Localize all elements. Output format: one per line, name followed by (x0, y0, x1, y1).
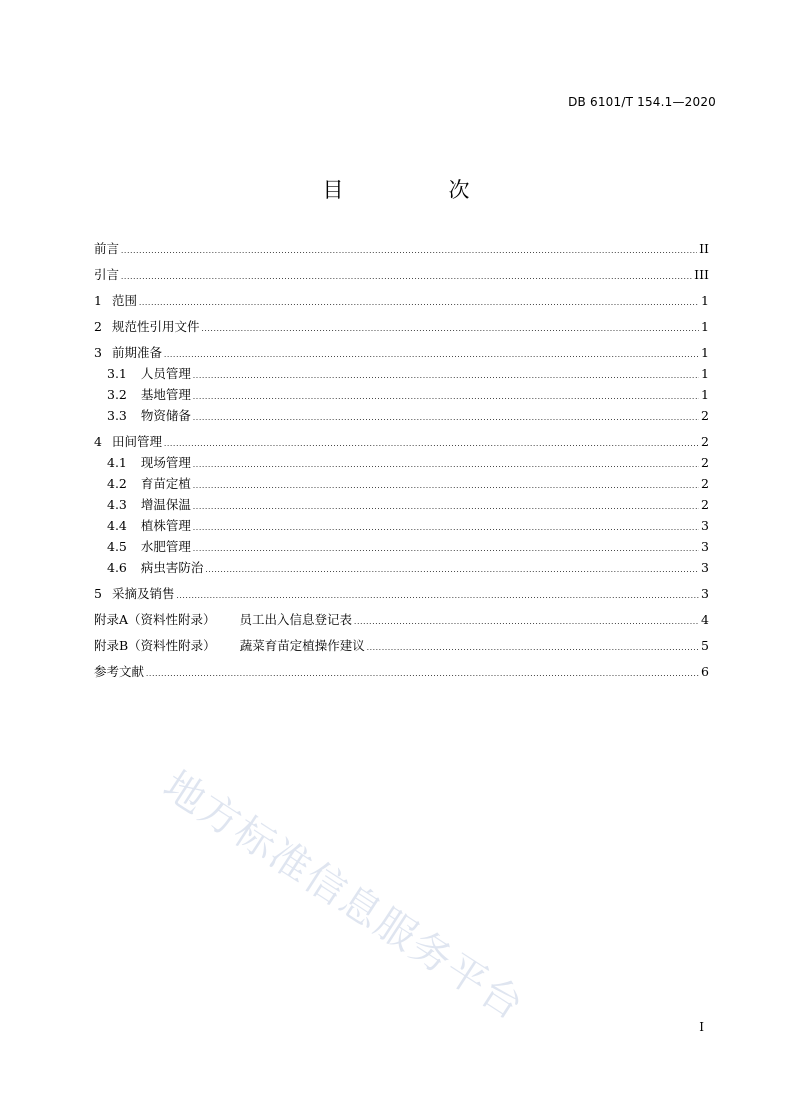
toc-leader-dots (193, 539, 699, 560)
toc-leader-dots (164, 434, 699, 455)
toc-entry-label: 参考文献 (94, 664, 145, 679)
toc-entry-page: 2 (701, 497, 709, 512)
toc-entry-number: 3 (94, 345, 102, 360)
toc-entry-number: 1 (94, 293, 102, 308)
toc-entry-label: 人员管理 (140, 366, 191, 381)
toc-entry-number: 附录A（资料性附录） (94, 612, 216, 627)
toc-entry-label: 采摘及销售 (111, 586, 175, 601)
toc-entry-label: 现场管理 (140, 455, 191, 470)
toc-entry-number: 3.2 (107, 387, 127, 402)
toc-leader-dots (193, 408, 699, 429)
toc-leader-dots (193, 497, 699, 518)
toc-entry-label: 规范性引用文件 (111, 319, 200, 334)
toc-leader-dots (176, 586, 699, 607)
toc-entry-number: 4.1 (107, 455, 127, 470)
toc-entry-appendix-a[interactable] (94, 609, 709, 630)
toc-entry-label: 员工出入信息登记表 (239, 612, 353, 627)
toc-entry-label: 前期准备 (111, 345, 162, 360)
toc-entry-foreword[interactable] (94, 238, 709, 259)
toc-leader-dots (367, 638, 699, 659)
toc-entry-appendix-b[interactable] (94, 635, 709, 656)
toc-entry-references[interactable] (94, 661, 709, 682)
toc-entry-2[interactable] (94, 316, 709, 337)
toc-leader-dots (205, 560, 699, 581)
toc-leader-dots (164, 345, 699, 366)
table-of-contents (94, 238, 709, 682)
toc-entry-page: II (699, 241, 709, 256)
toc-entry-page: 3 (701, 586, 709, 601)
toc-entry-number: 4.5 (107, 539, 127, 554)
toc-entry-number: 附录B（资料性附录） (94, 638, 216, 653)
toc-entry-label: 水肥管理 (140, 539, 191, 554)
watermark-text: 地方标准信息服务平台 (155, 762, 533, 1030)
toc-entry-page: 3 (701, 518, 709, 533)
toc-leader-dots (193, 387, 699, 408)
toc-leader-dots (193, 455, 699, 476)
toc-entry-3-2[interactable] (94, 384, 709, 405)
toc-entry-number: 5 (94, 586, 102, 601)
toc-entry-page: III (694, 267, 709, 282)
toc-entry-page: 4 (701, 612, 709, 627)
toc-entry-page: 2 (701, 408, 709, 423)
toc-entry-label: 增温保温 (140, 497, 191, 512)
toc-entry-3[interactable] (94, 342, 709, 363)
toc-entry-page: 6 (701, 664, 709, 679)
toc-entry-label: 病虫害防治 (140, 560, 204, 575)
toc-leader-dots (146, 664, 699, 685)
toc-entry-5[interactable] (94, 583, 709, 604)
toc-entry-page: 1 (701, 387, 709, 402)
toc-entry-number: 3.1 (107, 366, 127, 381)
document-id: DB 6101/T 154.1—2020 (568, 95, 716, 109)
toc-leader-dots (201, 319, 699, 340)
toc-entry-number: 4.3 (107, 497, 127, 512)
toc-entry-introduction[interactable] (94, 264, 709, 285)
page-title: 目 次 (322, 178, 512, 202)
toc-entry-page: 1 (701, 319, 709, 334)
toc-entry-label: 引言 (94, 267, 120, 282)
toc-leader-dots (121, 267, 692, 288)
toc-entry-number: 4.6 (107, 560, 127, 575)
toc-entry-number: 3.3 (107, 408, 127, 423)
toc-entry-label: 范围 (111, 293, 137, 308)
toc-leader-dots (139, 293, 699, 314)
toc-entry-1[interactable] (94, 290, 709, 311)
toc-entry-page: 3 (701, 560, 709, 575)
toc-entry-page: 1 (701, 345, 709, 360)
toc-entry-4-3[interactable] (94, 494, 709, 515)
footer-page-number: I (699, 1020, 704, 1034)
toc-entry-label: 育苗定植 (140, 476, 191, 491)
toc-entry-4-6[interactable] (94, 557, 709, 578)
toc-entry-number: 4 (94, 434, 102, 449)
toc-entry-number: 2 (94, 319, 102, 334)
toc-entry-3-3[interactable] (94, 405, 709, 426)
toc-entry-4-4[interactable] (94, 515, 709, 536)
toc-entry-4-1[interactable] (94, 452, 709, 473)
toc-entry-page: 1 (701, 366, 709, 381)
toc-entry-4[interactable] (94, 431, 709, 452)
toc-entry-4-2[interactable] (94, 473, 709, 494)
toc-entry-page: 2 (701, 476, 709, 491)
toc-entry-page: 5 (701, 638, 709, 653)
toc-entry-number: 4.2 (107, 476, 127, 491)
toc-entry-label: 物资储备 (140, 408, 191, 423)
toc-entry-page: 3 (701, 539, 709, 554)
toc-leader-dots (193, 366, 699, 387)
toc-entry-page: 2 (701, 434, 709, 449)
toc-leader-dots (354, 612, 699, 633)
toc-entry-3-1[interactable] (94, 363, 709, 384)
toc-entry-4-5[interactable] (94, 536, 709, 557)
toc-entry-label: 田间管理 (111, 434, 162, 449)
toc-entry-page: 1 (701, 293, 709, 308)
toc-leader-dots (193, 518, 699, 539)
toc-leader-dots (193, 476, 699, 497)
toc-entry-label: 蔬菜育苗定植操作建议 (239, 638, 365, 653)
toc-entry-label: 植株管理 (140, 518, 191, 533)
toc-entry-label: 基地管理 (140, 387, 191, 402)
toc-leader-dots (121, 241, 697, 262)
toc-entry-number: 4.4 (107, 518, 127, 533)
toc-entry-page: 2 (701, 455, 709, 470)
toc-entry-label: 前言 (94, 241, 120, 256)
